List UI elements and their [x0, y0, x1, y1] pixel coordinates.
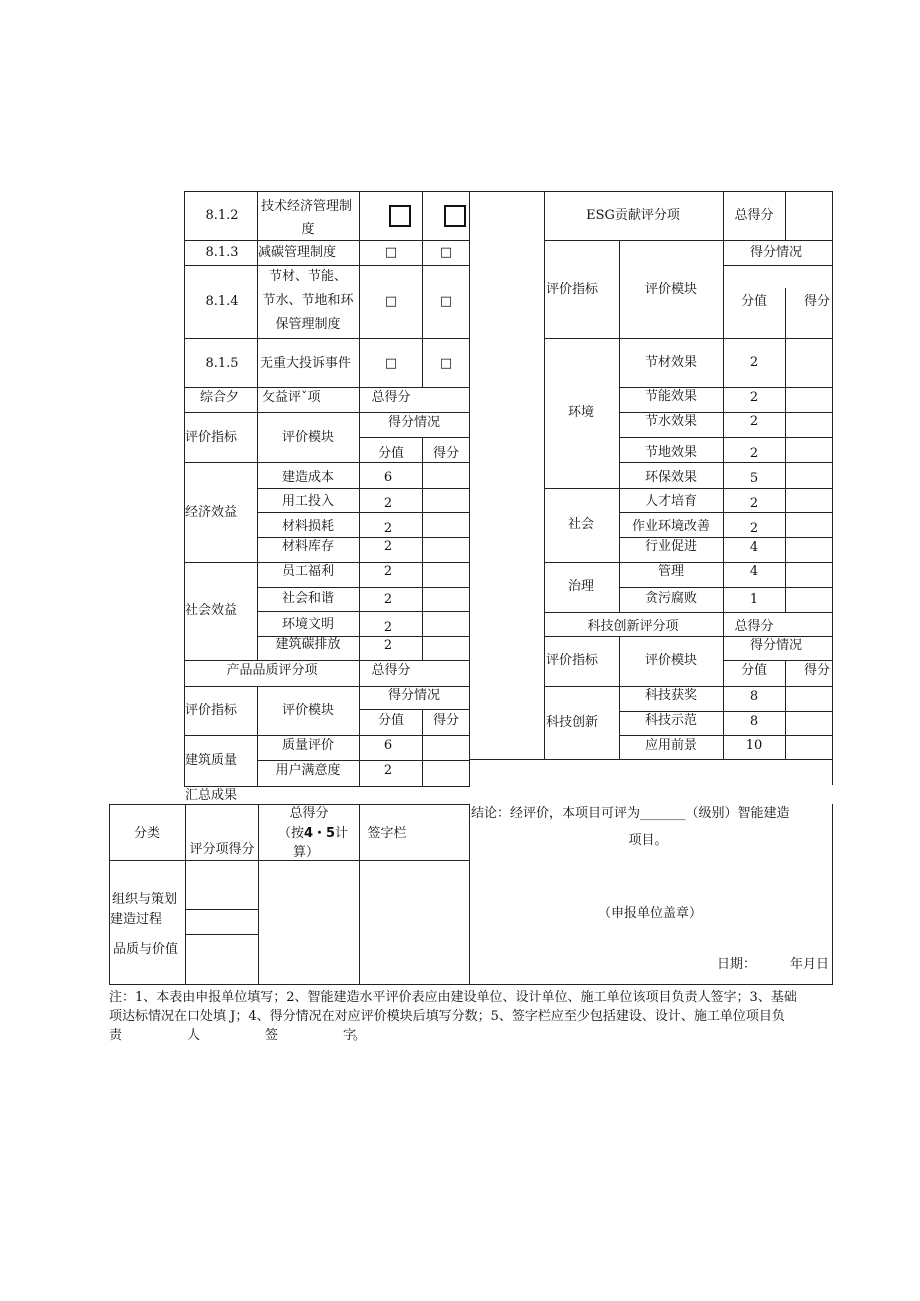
section-title: 产品品质评分项 — [226, 663, 318, 678]
module-name: 科技获奖 — [644, 688, 698, 703]
header-value: 分值 — [377, 446, 405, 461]
total-score-label: 总得分 — [371, 390, 411, 405]
total-score-label: 总得分 — [734, 208, 774, 223]
module-value: 2 — [383, 620, 393, 635]
module-value: 2 — [749, 496, 759, 511]
module-name: 环保效果 — [644, 470, 698, 485]
section-title: ESG贡献评分项 — [586, 208, 680, 223]
header-indicator: 评价指标 — [185, 703, 238, 718]
module-value: 2 — [383, 496, 393, 511]
module-value: 2 — [383, 592, 393, 607]
total-score-label: 总得分 — [734, 619, 774, 634]
header-value: 分值 — [740, 663, 768, 678]
module-value: 2 — [749, 521, 759, 536]
checkbox-verified[interactable]: □ — [439, 294, 453, 309]
section-title: 综合夕 — [200, 390, 240, 405]
header-total-score: 总得分 — [289, 806, 329, 821]
module-name: 应用前景 — [644, 738, 698, 753]
header-score-status: 得分情况 — [749, 245, 803, 260]
header-total-score: 算） — [292, 845, 320, 860]
item-name: 度 — [301, 222, 315, 237]
module-value: 2 — [749, 446, 759, 461]
group-name: 经济效益 — [185, 505, 238, 520]
stamp-label: （申报单位盖章） — [597, 906, 703, 921]
conclusion-text: 结论：经评价，本项目可评为_______（级别）智能建造 — [471, 806, 790, 821]
checkbox-requirement-met[interactable]: □ — [384, 356, 398, 371]
module-name: 材料库存 — [281, 539, 335, 554]
module-value: 1 — [749, 592, 759, 607]
module-value: 8 — [749, 714, 759, 729]
module-name: 建筑碳排放 — [275, 637, 341, 652]
header-value: 分值 — [740, 294, 768, 309]
module-name: 建造成本 — [281, 470, 335, 485]
item-code: 8.1.5 — [205, 356, 239, 371]
module-value: 2 — [383, 564, 393, 579]
module-value: 4 — [749, 540, 759, 555]
module-value: 4 — [749, 564, 759, 579]
module-value: 2 — [383, 638, 393, 653]
header-module: 评价模块 — [644, 653, 698, 668]
item-name: 保管理制度 — [275, 317, 341, 332]
section-title: 攵益评ˇ项 — [262, 390, 321, 405]
header-score-status: 得分情况 — [387, 415, 441, 430]
module-name: 社会和谐 — [281, 591, 335, 606]
checkbox-verified[interactable]: □ — [439, 245, 453, 260]
module-value: 2 — [383, 521, 393, 536]
module-name: 用工投入 — [281, 494, 335, 509]
header-module: 评价模块 — [644, 282, 698, 297]
header-score: 得分 — [803, 663, 831, 678]
header-total-formula: （按4・5计 — [277, 826, 349, 841]
module-name: 贪污腐败 — [644, 591, 698, 606]
item-name: 节水、节地和环 — [262, 293, 354, 308]
module-value: 2 — [383, 539, 393, 554]
item-code: 8.1.3 — [205, 245, 239, 260]
module-value: 8 — [749, 689, 759, 704]
module-name: 节材效果 — [644, 355, 698, 370]
checkbox-verified[interactable]: □ — [439, 356, 453, 371]
item-name: 无重大投诉事件 — [260, 356, 352, 371]
module-name: 管理 — [657, 564, 685, 579]
module-name: 质量评价 — [281, 738, 335, 753]
header-sign: 签字栏 — [367, 826, 407, 841]
header-score-status: 得分情况 — [749, 638, 803, 653]
module-value: 6 — [383, 470, 393, 485]
header-value: 分值 — [377, 713, 405, 728]
header-score-status: 得分情况 — [387, 688, 441, 703]
summary-row-label: 组织与策划 — [112, 892, 178, 907]
module-name: 作业环境改善 — [631, 519, 711, 534]
date-label: 日期： — [717, 957, 757, 972]
summary-row-label: 品质与价值 — [113, 942, 179, 957]
header-indicator: 评价指标 — [546, 653, 599, 668]
module-value: 2 — [749, 355, 759, 370]
group-name: 建筑质量 — [185, 753, 238, 768]
module-value: 2 — [749, 414, 759, 429]
module-name: 材料损耗 — [281, 519, 335, 534]
date-format: 年月日 — [790, 957, 830, 972]
module-name: 员工福利 — [281, 564, 335, 579]
module-name: 节能效果 — [644, 389, 698, 404]
checkbox-requirement-met[interactable]: □ — [384, 294, 398, 309]
header-score: 得分 — [432, 713, 460, 728]
item-name: 减碳管理制度 — [258, 245, 337, 260]
module-value: 2 — [749, 390, 759, 405]
group-name: 治理 — [567, 579, 595, 594]
module-name: 科技示范 — [644, 713, 698, 728]
header-module: 评价模块 — [281, 703, 335, 718]
header-module: 评价模块 — [281, 430, 335, 445]
group-name: 社会效益 — [185, 603, 238, 618]
group-name: 环境 — [567, 405, 595, 420]
module-name: 节地效果 — [644, 445, 698, 460]
module-name: 人才培育 — [644, 494, 698, 509]
conclusion-text: 项目。 — [628, 833, 668, 848]
header-category: 分类 — [133, 826, 161, 841]
item-name: 技术经济管理制 — [261, 199, 353, 214]
module-value: 10 — [745, 738, 763, 753]
header-score: 得分 — [803, 294, 831, 309]
section-title: 科技创新评分项 — [587, 619, 679, 634]
header-item-score: 评分项得分 — [189, 842, 255, 857]
header-indicator: 评价指标 — [546, 282, 599, 297]
header-indicator: 评价指标 — [185, 430, 238, 445]
item-code: 8.1.4 — [205, 294, 239, 309]
module-name: 节水效果 — [644, 414, 698, 429]
group-name: 社会 — [567, 517, 595, 532]
module-value: 5 — [749, 471, 759, 486]
summary-title: 汇总成果 — [185, 788, 238, 803]
summary-row-label: 建造过程 — [110, 912, 163, 927]
group-name: 科技创新 — [546, 715, 599, 730]
total-score-label: 总得分 — [371, 663, 411, 678]
module-value: 6 — [383, 738, 393, 753]
module-name: 行业促进 — [644, 539, 698, 554]
header-score: 得分 — [432, 446, 460, 461]
item-name: 节材、节能、 — [268, 269, 348, 284]
checkbox-verified[interactable] — [444, 205, 466, 227]
module-name: 用户满意度 — [275, 763, 341, 778]
module-name: 环境文明 — [281, 617, 335, 632]
module-value: 2 — [383, 763, 393, 778]
item-code: 8.1.2 — [205, 208, 239, 223]
checkbox-requirement-met[interactable] — [389, 205, 411, 227]
checkbox-requirement-met[interactable]: □ — [384, 245, 398, 260]
